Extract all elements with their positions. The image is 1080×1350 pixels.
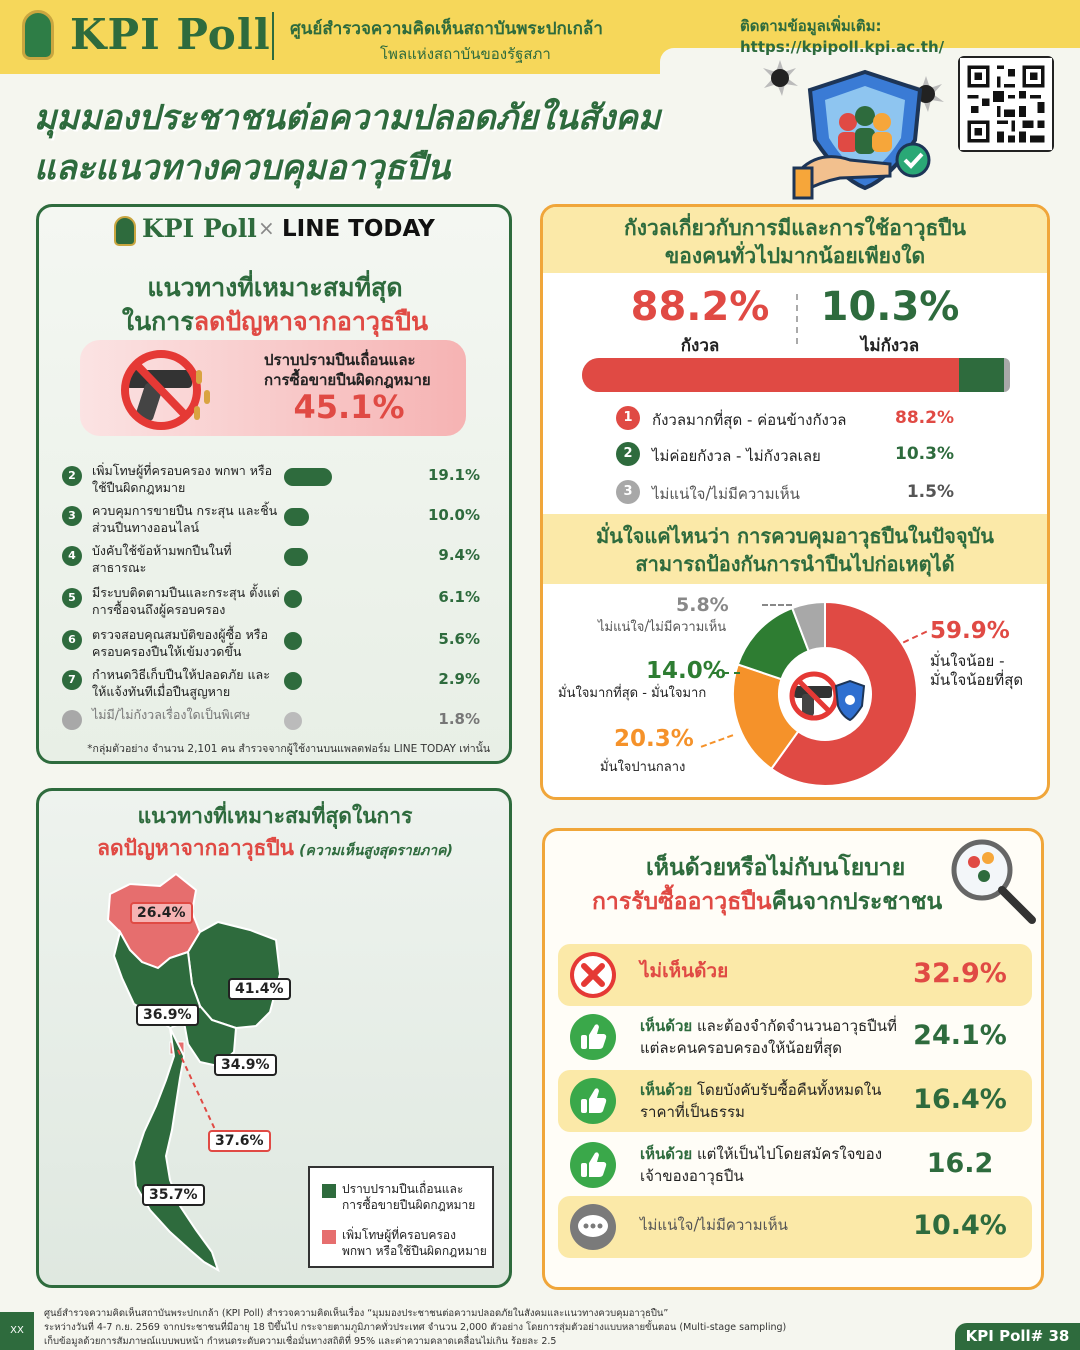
legend-swatch-red — [322, 1230, 336, 1244]
bar-mark — [284, 590, 302, 608]
magnifier-icon — [944, 832, 1040, 928]
legend-rank-badge: 3 — [616, 480, 640, 504]
heading-highlight: ลดปัญหาจากอาวุธปืน — [193, 307, 429, 336]
regional-heading-note: (ความเห็นสูงสุดรายภาค) — [299, 843, 453, 859]
stacked-bar-segment — [582, 358, 959, 392]
org-subtitle: โพลแห่งสถาบันของรัฐสภา — [380, 45, 551, 63]
stacked-bar-segment — [1004, 358, 1010, 392]
legend-rank-badge: 1 — [616, 406, 640, 430]
bar-label: ไม่มี/ไม่กังวลเรื่องใดเป็นพิเศษ — [92, 707, 251, 722]
regional-heading1: แนวทางที่เหมาะสมที่สุดในการ — [137, 804, 413, 828]
disagree-x-icon — [570, 952, 616, 998]
legend-value: 1.5% — [906, 482, 954, 502]
agree-text: เห็นด้วย — [640, 1145, 693, 1163]
bar-value: 10.0% — [427, 506, 480, 524]
buyback-rest: คืนจากประชาชน — [771, 889, 943, 915]
donut-value-label: 20.3% — [614, 726, 694, 752]
org-name: ศูนย์สำรวจความคิดเห็นสถาบันพระปกเกล้า — [290, 19, 603, 39]
page-title-line2: และแนวทางควบคุมอาวุธปืน — [34, 148, 451, 188]
bar-label: ตรวจสอบคุณสมบัติของผู้ซื้อ หรือครอบครองปืนให้เข้มงวดขึ้น — [92, 627, 269, 659]
legend-value: 88.2% — [895, 408, 954, 428]
bar-rank-badge: 3 — [62, 506, 82, 526]
confidence-hl: สามารถป้องกัน — [635, 552, 767, 576]
kpi-logo: KPI Poll — [70, 10, 271, 59]
bar-label: กำหนดวิธีเก็บปืนให้ปลอดภัย และให้แจ้งทันทีเมื่อปืนสูญหาย — [92, 667, 270, 699]
donut-leader-line — [762, 604, 792, 606]
buyback-label — [640, 1015, 900, 1059]
protection-shield-icon — [780, 60, 950, 200]
brand-kpi: KPI Poll — [142, 214, 257, 243]
concern-heading2: ของคนทั่วไปมากน้อยเพียงใด — [664, 244, 926, 268]
top-solution-label2: การซื้อขายปืนผิดกฎหมาย — [264, 371, 431, 389]
donut-category-label: มั่นใจมากที่สุด - มั่นใจมาก — [558, 686, 707, 701]
agree-text: เห็นด้วย — [640, 1017, 693, 1035]
noconcern-big-value: 10.3% — [820, 284, 960, 330]
map-label-north: 26.4% — [130, 902, 193, 924]
footer-line3: เก็บข้อมูลด้วยการสัมภาษณ์แบบพบหน้า กำหนดระดับความเชื่อมั่นทางสถิติที่ 95% และค่าความคลาดเคลื่อนไม่เกิน ร้อยละ 2.5 — [44, 1336, 557, 1347]
map-label-northeast: 41.4% — [228, 978, 291, 1000]
bar-value: 19.1% — [427, 466, 480, 484]
footer-line1: ศูนย์สำรวจความคิดเห็นสถาบันพระปกเกล้า (KPI Poll) สำรวจความคิดเห็นเรื่อง “มุมมองประชาชนต่อความปลอดภัยในสังคมและแนวทางควบคุมอาวุธปืน” — [44, 1308, 669, 1319]
legend-label1b: การซื้อขายปืนผิดกฎหมาย — [342, 1198, 476, 1212]
stacked-bar-segment — [959, 358, 1003, 392]
buyback-value: 32.9% — [913, 958, 1007, 989]
buyback-heading1: เห็นด้วยหรือไม่กับนโยบาย — [646, 855, 906, 881]
buyback-label — [640, 1214, 900, 1236]
legend-label2b: พกพา หรือใช้ปืนผิดกฎหมาย — [342, 1244, 487, 1258]
brand-times: × — [258, 216, 275, 240]
legend-label: ไม่ค่อยกังวล - ไม่กังวลเลย — [652, 447, 821, 465]
confidence-rest: การนำปืนไปก่อเหตุได้ — [766, 552, 955, 576]
bar-mark — [284, 712, 302, 730]
concern-big-value: 88.2% — [630, 284, 770, 330]
bar-rank-badge: 4 — [62, 546, 82, 566]
concern-big-label: กังวล — [680, 336, 720, 356]
thumbs-up-icon — [570, 1142, 616, 1188]
noconcern-big-label: ไม่กังวล — [860, 336, 920, 356]
buyback-detail: โดยบังคับรับซื้อคืนทั้งหมดในราคาที่เป็นธรรม — [640, 1081, 882, 1121]
legend-value: 10.3% — [895, 444, 954, 464]
footer-tag: XX — [0, 1312, 34, 1350]
donut-value-label: 59.9% — [930, 618, 1010, 644]
speech-bubble-icon — [570, 1204, 616, 1250]
buyback-value: 10.4% — [913, 1210, 1007, 1241]
buyback-hl: การรับซื้ออาวุธปืน — [592, 889, 772, 915]
bar-value: 1.8% — [438, 710, 480, 728]
buyback-label — [640, 1143, 900, 1187]
legend-label: กังวลมากที่สุด - ค่อนข้างกังวล — [652, 411, 847, 429]
legend-label: ไม่แน่ใจ/ไม่มีความเห็น — [652, 485, 800, 503]
bar-mark — [284, 548, 308, 566]
buyback-value: 24.1% — [913, 1020, 1007, 1051]
panel-a-heading1: แนวทางที่เหมาะสมที่สุด — [147, 273, 403, 302]
legend-label1a: ปราบปรามปืนเถื่อนและ — [342, 1182, 464, 1196]
poll-number-badge: KPI Poll# 38 — [955, 1323, 1080, 1350]
bar-rank-badge: 2 — [62, 466, 82, 486]
bar-mark — [284, 468, 332, 486]
buyback-detail: และต้องจำกัดจำนวนอาวุธปืนที่แต่ละคนครอบครองให้น้อยที่สุด — [640, 1017, 897, 1057]
bar-rank-badge — [62, 710, 82, 730]
logo-divider — [272, 12, 274, 60]
thumbs-up-icon — [570, 1078, 616, 1124]
bar-value: 5.6% — [438, 630, 480, 648]
map-label-south: 35.7% — [142, 1184, 205, 1206]
donut-value-label: 14.0% — [646, 658, 726, 684]
page-title-line1: มุมมองประชาชนต่อความปลอดภัยในสังคม — [34, 98, 661, 138]
donut-category-label: ไม่แน่ใจ/ไม่มีความเห็น — [598, 620, 727, 635]
bar-label: เพิ่มโทษผู้ที่ครอบครอง พกพา หรือใช้ปืนผิดกฎหมาย — [92, 463, 273, 495]
bar-label: บังคับใช้ข้อห้ามพกปืนในที่สาธารณะ — [92, 543, 232, 575]
buyback-label — [640, 1079, 900, 1123]
buyback-label — [640, 960, 900, 982]
top-solution-label1: ปราบปรามปืนเถื่อนและ — [264, 351, 416, 369]
regional-heading2 — [40, 832, 510, 865]
confidence-heading1: มั่นใจแค่ไหนว่า การควบคุมอาวุธปืนในปัจจุบัน — [596, 524, 994, 548]
bar-mark — [284, 508, 309, 526]
donut-leader-line — [712, 672, 740, 674]
thumbs-up-icon — [570, 1014, 616, 1060]
agree-text: เห็นด้วย — [640, 1081, 693, 1099]
bar-label: มีระบบติดตามปืนและกระสุน ตั้งแต่การซื้อจนถึงผู้ครอบครอง — [92, 585, 280, 617]
kpi-emblem-icon — [22, 10, 54, 60]
top-solution-value: 45.1% — [293, 388, 405, 426]
brand-line-today: LINE TODAY — [282, 216, 435, 242]
buyback-heading2 — [592, 884, 942, 920]
buyback-detail: ไม่แน่ใจ/ไม่มีความเห็น — [640, 1216, 788, 1234]
concern-heading1: กังวลเกี่ยวกับการมีและการใช้อาวุธปืน — [624, 216, 966, 240]
donut-category-label: มั่นใจปานกลาง — [600, 760, 686, 775]
bar-value: 6.1% — [438, 588, 480, 606]
bar-rank-badge: 7 — [62, 670, 82, 690]
legend-swatch-green — [322, 1184, 336, 1198]
follow-link[interactable]: ติดตามข้อมูลเพิ่มเติม: https://kpipoll.kpi.ac.th/ — [740, 17, 945, 56]
bar-value: 2.9% — [438, 670, 480, 688]
donut-category-label: มั่นใจน้อย - มั่นใจน้อยที่สุด — [930, 652, 1024, 689]
legend-label2a: เพิ่มโทษผู้ที่ครอบครอง — [342, 1228, 456, 1242]
panel-a-heading2 — [40, 302, 510, 342]
legend-rank-badge: 2 — [616, 442, 640, 466]
gun-shield-icon — [784, 656, 866, 734]
bar-value: 9.4% — [438, 546, 480, 564]
map-label-east: 34.9% — [214, 1054, 277, 1076]
sample-note: *กลุ่มตัวอย่าง จำนวน 2,101 คน สำรวจจากผู้ใช้งานบนแพลตฟอร์ม LINE TODAY เท่านั้น — [87, 743, 490, 755]
buyback-value: 16.4% — [913, 1084, 1007, 1115]
map-label-bangkok: 37.6% — [208, 1130, 271, 1152]
bar-rank-badge: 6 — [62, 630, 82, 650]
footer-line2: ระหว่างวันที่ 4-7 ก.ย. 2569 จากประชาชนที่มีอายุ 18 ปีขึ้นไป กระจายตามภูมิภาคทั่วประเทศ จำนวน 2,000 ตัวอย่าง โดยการสุ่มตัวอย่างแบบหลายขั้นตอน (Multi-stage sampling) — [44, 1322, 787, 1333]
no-gun-icon — [106, 340, 216, 436]
qr-code[interactable] — [958, 56, 1054, 152]
donut-value-label: 5.8% — [676, 594, 729, 616]
bar-rank-badge: 5 — [62, 588, 82, 608]
kpi-emblem-icon — [114, 216, 136, 246]
disagree-text: ไม่เห็นด้วย — [640, 960, 729, 982]
regional-heading-hl: ลดปัญหาจากอาวุธปืน — [97, 836, 294, 860]
heading-prefix: ในการ — [121, 307, 194, 336]
bar-label: ควบคุมการขายปืน กระสุน และชิ้นส่วนปืนทางออนไลน์ — [92, 503, 278, 535]
map-label-central: 36.9% — [136, 1004, 199, 1026]
confidence-heading2 — [543, 548, 1047, 580]
buyback-detail: แต่ให้เป็นไปโดยสมัครใจของเจ้าของอาวุธปืน — [640, 1145, 883, 1185]
buyback-value: 16.2 — [926, 1148, 994, 1179]
bar-mark — [284, 632, 302, 650]
bar-mark — [284, 672, 302, 690]
